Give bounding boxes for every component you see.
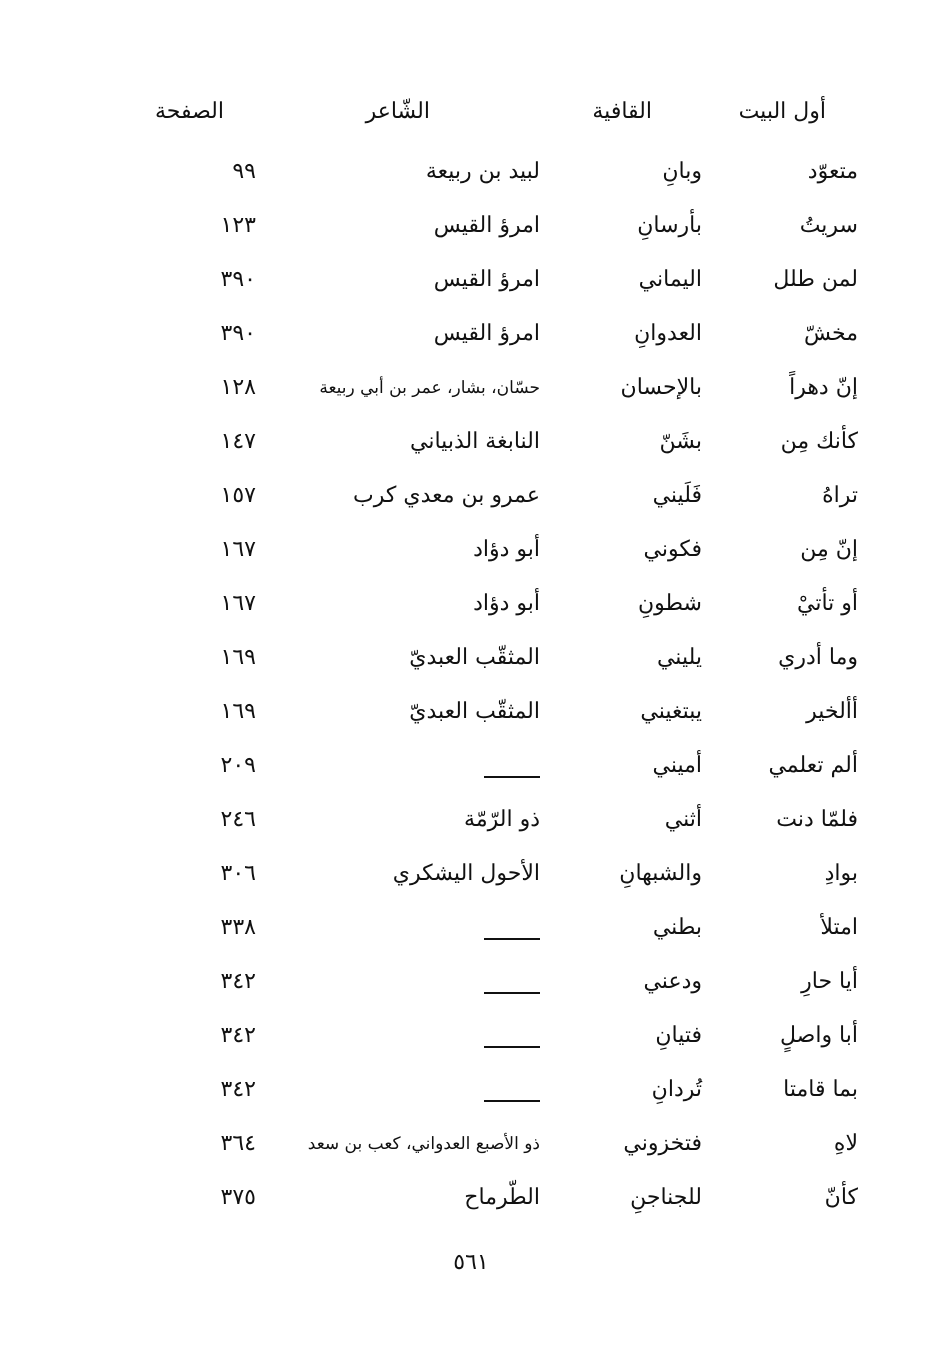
poet: النابغة الذبياني: [410, 429, 540, 454]
rhyme: بأرسانِ: [637, 213, 702, 238]
poet: عمرو بن معدي كرب: [353, 483, 540, 508]
table-row: [0, 800, 942, 854]
table-row: [0, 476, 942, 530]
page-ref: ١٦٧: [220, 537, 256, 562]
page-ref: ٣٠٦: [220, 861, 256, 886]
first-of-verse: كأنك مِن: [780, 429, 858, 454]
first-of-verse: مخشّ: [803, 321, 858, 346]
poet: امرؤ القيس: [433, 321, 540, 346]
poet: حسّان، بشار، عمر بن أبي ربيعة: [319, 378, 540, 398]
poet-unknown: [250, 1070, 540, 1110]
table-row: [0, 584, 942, 638]
poet-unknown: [250, 1016, 540, 1056]
first-of-verse: أيا حارِ: [801, 969, 858, 994]
page-ref: ٣٣٨: [220, 915, 256, 940]
first-of-verse: ألم تعلمي: [768, 753, 858, 778]
rhyme: يليني: [656, 645, 702, 670]
rhyme: تُردانِ: [651, 1077, 702, 1102]
first-of-verse: أبا واصلٍ: [779, 1023, 858, 1048]
table-row: [0, 962, 942, 1016]
poet: ذو الأصبع العدواني، كعب بن سعد: [307, 1134, 540, 1154]
first-of-verse: كأنّ: [824, 1185, 858, 1210]
page-ref: ٣٤٢: [220, 969, 256, 994]
table-row: [0, 638, 942, 692]
unknown-poet-dash: [484, 970, 540, 994]
rhyme: والشبهانِ: [619, 861, 702, 886]
poet: المثقّب العبديّ: [409, 699, 540, 724]
unknown-poet-dash: [484, 1078, 540, 1102]
unknown-poet-dash: [484, 754, 540, 778]
header-first-of-verse: أول البيت: [738, 99, 826, 124]
page-ref: ١٦٧: [220, 591, 256, 616]
first-of-verse: متعوّد: [807, 159, 858, 184]
table-row: [0, 854, 942, 908]
page-ref: ١٦٩: [220, 645, 256, 670]
page-ref: ١٦٩: [220, 699, 256, 724]
page-ref: ٣٩٠: [220, 267, 256, 292]
poet: امرؤ القيس: [433, 267, 540, 292]
page-ref: ٢٤٦: [220, 807, 256, 832]
table-header: [0, 92, 942, 136]
page-ref: ٩٩: [232, 159, 256, 184]
poet: الأحول اليشكري: [392, 861, 540, 886]
table-row: [0, 260, 942, 314]
header-poet: الشّاعر: [365, 99, 430, 124]
table-row: [0, 1124, 942, 1178]
first-of-verse: لاهِ: [833, 1131, 858, 1156]
table-row: [0, 1016, 942, 1070]
header-rhyme: القافية: [592, 99, 652, 124]
poet: أبو دؤاد: [473, 537, 540, 562]
first-of-verse: بما قامتا: [783, 1077, 858, 1102]
rhyme: شطونِ: [637, 591, 702, 616]
unknown-poet-dash: [484, 916, 540, 940]
page-number: ٥٦١: [453, 1250, 489, 1275]
table-row: [0, 530, 942, 584]
poet: أبو دؤاد: [473, 591, 540, 616]
rhyme: يبتغيني: [640, 699, 702, 724]
first-of-verse: وما أدري: [778, 645, 858, 670]
first-of-verse: سريتُ: [799, 213, 858, 238]
table-row: [0, 746, 942, 800]
page-ref: ١٥٧: [220, 483, 256, 508]
table-row: [0, 206, 942, 260]
rhyme: اليماني: [638, 267, 702, 292]
table-row: [0, 692, 942, 746]
poet-unknown: [250, 962, 540, 1002]
page-ref: ٣٩٠: [220, 321, 256, 346]
poet: ذو الرّمّة: [464, 807, 540, 832]
page-ref: ١٢٨: [220, 375, 256, 400]
rhyme: العدوانِ: [634, 321, 702, 346]
poet: الطّرماح: [464, 1185, 540, 1210]
rhyme: بطني: [652, 915, 702, 940]
poet: لبيد بن ربيعة: [425, 159, 540, 184]
table-row: [0, 314, 942, 368]
page-ref: ٢٠٩: [220, 753, 256, 778]
unknown-poet-dash: [484, 1024, 540, 1048]
rhyme: أميني: [652, 753, 702, 778]
rhyme: بشَنّ: [659, 429, 702, 454]
header-page: الصفحة: [154, 99, 224, 124]
first-of-verse: امتلأ: [820, 915, 858, 940]
page-ref: ٣٤٢: [220, 1023, 256, 1048]
first-of-verse: لمن طلل: [773, 267, 858, 292]
first-of-verse: تراهُ: [822, 483, 858, 508]
poet: المثقّب العبديّ: [409, 645, 540, 670]
rhyme: أثني: [664, 807, 702, 832]
page-ref: ١٤٧: [220, 429, 256, 454]
table-row: [0, 368, 942, 422]
first-of-verse: فلمّا دنت: [776, 807, 858, 832]
page-ref: ٣٧٥: [220, 1185, 256, 1210]
table-row: [0, 152, 942, 206]
page-ref: ١٢٣: [220, 213, 256, 238]
rhyme: وبانِ: [662, 159, 702, 184]
rhyme: للجناجنِ: [630, 1185, 702, 1210]
rhyme: فتخزوني: [623, 1131, 702, 1156]
rhyme: بالإحسان: [620, 375, 702, 400]
poet-unknown: [250, 746, 540, 786]
table-row: [0, 908, 942, 962]
rhyme: فتيانِ: [655, 1023, 702, 1048]
rhyme: فكوني: [643, 537, 702, 562]
table-row: [0, 1070, 942, 1124]
poet: امرؤ القيس: [433, 213, 540, 238]
first-of-verse: إنّ مِن: [800, 537, 858, 562]
first-of-verse: إنّ دهراً: [789, 375, 858, 400]
page-ref: ٣٦٤: [220, 1131, 256, 1156]
table-row: [0, 422, 942, 476]
first-of-verse: بوادِ: [824, 861, 858, 886]
table-row: [0, 1178, 942, 1232]
first-of-verse: أألخير: [806, 699, 858, 724]
page-ref: ٣٤٢: [220, 1077, 256, 1102]
verse-index-table: [0, 152, 942, 1232]
first-of-verse: أو تأتيْ: [796, 591, 858, 616]
poet-unknown: [250, 908, 540, 948]
rhyme: ودعني: [643, 969, 702, 994]
rhyme: فَلَيني: [652, 483, 702, 508]
